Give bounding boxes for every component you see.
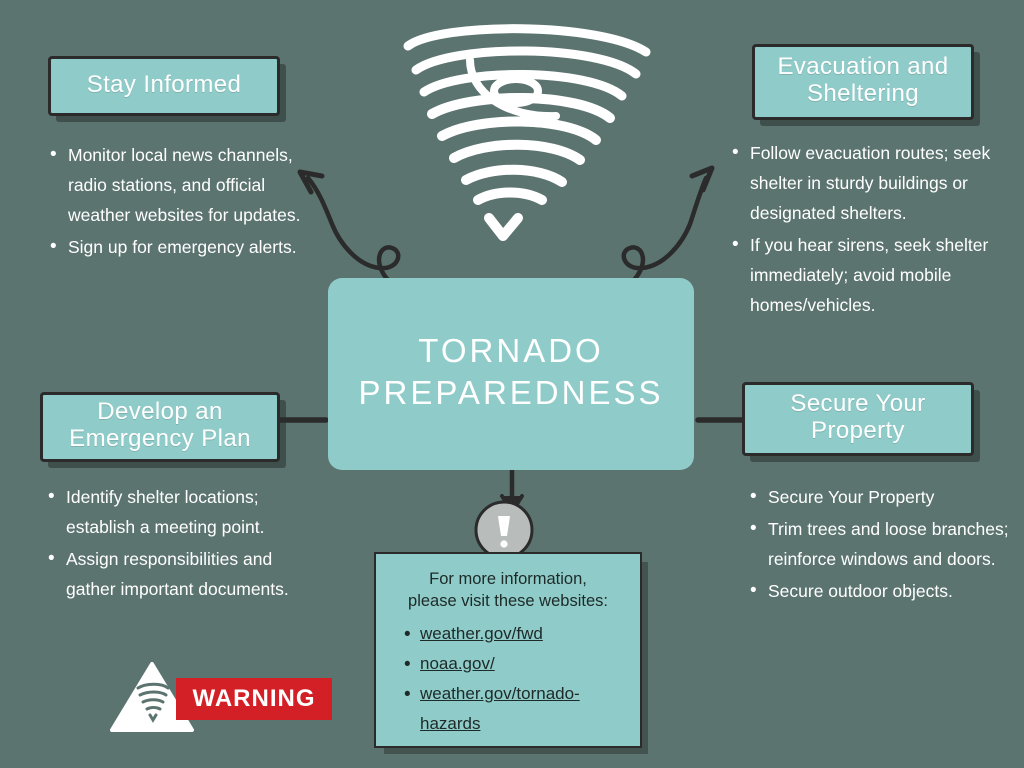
bullet-list-secure-your-property — [744, 482, 1024, 608]
tornado-icon — [408, 29, 646, 236]
list-item: • Sign up for emergency alerts. — [68, 232, 318, 262]
list-item[interactable] — [420, 679, 630, 740]
exclamation-circle-icon — [476, 502, 532, 558]
link-weather-gov-fwd[interactable]: weather.gov/fwd — [420, 623, 543, 643]
list-item[interactable] — [420, 619, 630, 649]
website-link-list — [386, 619, 630, 740]
section-header-develop-an-emergency-plan — [40, 392, 280, 462]
bullet-list-develop-an-emergency-plan — [42, 482, 318, 606]
list-item: • Trim trees and loose branches; reinforce windows and doors. — [768, 514, 1024, 574]
more-information-box — [374, 552, 642, 748]
list-item: • Follow evacuation routes; seek shelter in sturdy buildings or designated shelters. — [750, 138, 1006, 228]
info-lead-line-2: please visit these websites: — [408, 592, 608, 611]
link-weather-gov-tornado-hazards[interactable]: weather.gov/tornado-hazards — [420, 684, 580, 734]
bullet-list-evacuation-and-sheltering — [726, 138, 1006, 323]
section-title: Evacuation and Sheltering — [777, 53, 949, 107]
list-item: • Secure Your Property — [768, 482, 1024, 512]
warning-label: WARNING — [192, 685, 316, 712]
warning-label-bar — [176, 678, 332, 720]
bullet-list-stay-informed — [44, 140, 318, 264]
section-header-stay-informed — [48, 56, 280, 116]
list-item: • Monitor local news channels, radio stations, and official weather websites for updates. — [68, 140, 318, 230]
info-lead-line-1: For more information, — [429, 570, 587, 588]
list-item[interactable] — [420, 649, 630, 679]
center-title-box — [328, 278, 694, 470]
page-title: TORNADO PREPAREDNESS — [358, 332, 664, 412]
section-header-evacuation-and-sheltering — [752, 44, 974, 120]
section-header-secure-your-property — [742, 382, 974, 456]
section-title: Secure Your Property — [790, 390, 926, 444]
list-item: • Identify shelter locations; establish a meeting point. — [66, 482, 318, 542]
list-item: • Assign responsibilities and gather important documents. — [66, 544, 318, 604]
link-noaa-gov[interactable]: noaa.gov/ — [420, 653, 495, 673]
section-title: Develop an Emergency Plan — [69, 398, 251, 452]
list-item: • If you hear sirens, seek shelter immediately; avoid mobile homes/vehicles. — [750, 230, 1006, 320]
section-title: Stay Informed — [86, 70, 242, 98]
list-item: • Secure outdoor objects. — [768, 576, 1024, 606]
info-lead-text — [386, 568, 630, 613]
warning-badge — [110, 662, 332, 734]
